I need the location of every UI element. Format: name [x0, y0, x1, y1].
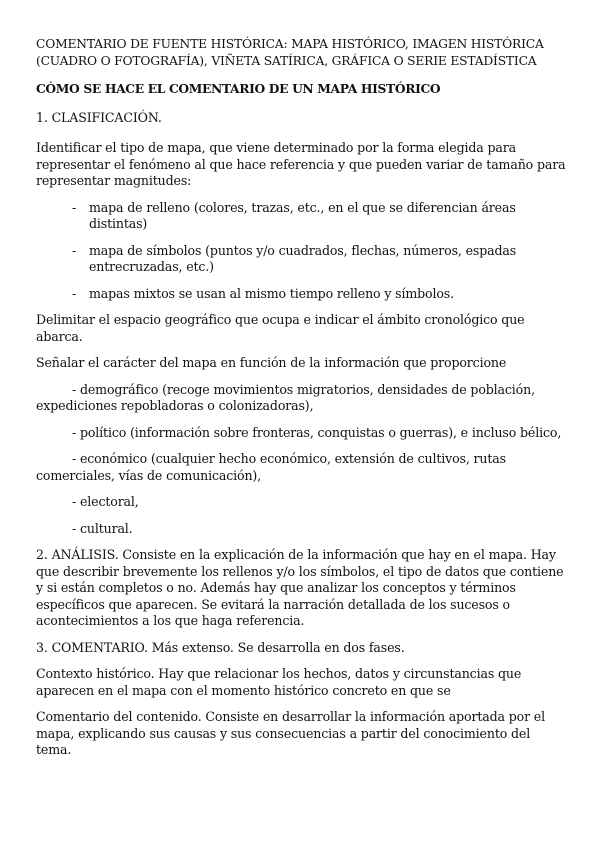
bullet-dash: -	[72, 285, 77, 301]
section-1-title: 1. CLASIFICACIÓN.	[36, 109, 162, 125]
type-cultural: - cultural.	[72, 520, 133, 536]
section-heading: CÓMO SE HACE EL COMENTARIO DE UN MAPA HISTÓRICO	[36, 81, 441, 96]
bullet-dash: -	[72, 242, 77, 258]
type-electoral: - electoral,	[72, 494, 139, 509]
title-line-1: COMENTARIO DE FUENTE HISTÓRICA: MAPA HISTÓRICO, IMAGEN HISTÓRICA	[36, 37, 544, 51]
title-line-2: (CUADRO O FOTOGRAFÍA), VIÑETA SATÍRICA, GRÁFICA O SERIE ESTADÍSTICA	[36, 53, 537, 68]
list-item-text: mapa de relleno (colores, trazas, etc., en el que se diferencian áreas distintas)	[89, 199, 516, 231]
list-item-text: mapa de símbolos (puntos y/o cuadrados, flechas, números, espadas entrecruzadas, etc.)	[89, 242, 517, 274]
bullet-dash: -	[72, 199, 77, 215]
section-2-analysis: 2. ANÁLISIS. Consiste en la explicación de la información que hay en el mapa. Hay que describir brevemente los rellenos y/o los símbolos, el tipo de datos que contiene y si están completos o no. Además hay que analizar los conceptos y términos específicos que aparecen. Se evitará la narración detallada de los sucesos o acontecimientos a los que haga referencia.	[36, 547, 564, 628]
type-economic: - económico (cualquier hecho económico, extensión de cultivos, rutas comerciales, vías de comunicación),	[36, 451, 506, 483]
list-item-text: mapas mixtos se usan al mismo tiempo relleno y símbolos.	[89, 285, 454, 301]
document-page	[36, 36, 566, 769]
document-title	[36, 36, 566, 69]
map-type-list	[36, 200, 566, 303]
delimit-paragraph: Delimitar el espacio geográfico que ocupa e indicar el ámbito cronológico que abarca.	[36, 312, 525, 344]
section-3-content: Comentario del contenido. Consiste en desarrollar la información aportada por el mapa, explicando sus causas y sus consecuencias a partir del conocimiento del tema.	[36, 709, 545, 757]
list-item	[36, 286, 566, 303]
section-1-intro: Identificar el tipo de mapa, que viene determinado por la forma elegida para representar el fenómeno al que hace referencia y que pueden variar de tamaño para representar magnitudes:	[36, 140, 566, 188]
character-paragraph: Señalar el carácter del mapa en función de la información que proporcione	[36, 355, 507, 370]
type-political: - político (información sobre fronteras, conquistas o guerras), e incluso bélico,	[72, 424, 562, 440]
section-3-context: Contexto histórico. Hay que relacionar los hechos, datos y circunstancias que aparecen en el mapa con el momento histórico concreto en que se	[36, 666, 522, 698]
list-item	[36, 200, 566, 233]
list-item	[36, 243, 566, 276]
type-demographic: - demográfico (recoge movimientos migratorios, densidades de población, expediciones repobladoras o colonizadoras),	[36, 381, 535, 413]
section-3-title: 3. COMENTARIO. Más extenso. Se desarrolla en dos fases.	[36, 639, 405, 655]
